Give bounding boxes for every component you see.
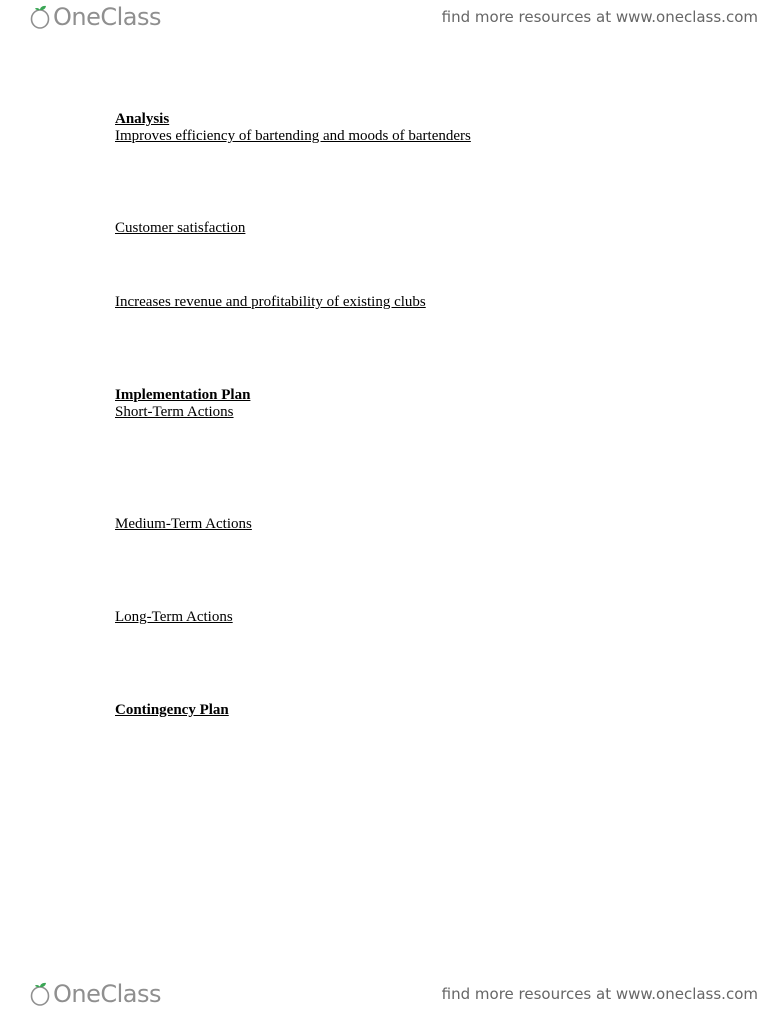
leaf-icon <box>30 5 52 29</box>
footer-tagline[interactable]: find more resources at www.oneclass.com <box>441 985 758 1003</box>
leaf-icon <box>30 982 52 1006</box>
medium-term-actions: Medium-Term Actions <box>115 516 252 532</box>
brand-name: OneClass <box>53 980 162 1008</box>
short-term-actions: Short-Term Actions <box>115 404 234 420</box>
implementation-plan-heading: Implementation Plan <box>115 387 251 403</box>
brand-name: OneClass <box>53 3 162 31</box>
header-tagline[interactable]: find more resources at www.oneclass.com <box>441 8 758 26</box>
header-brand-logo <box>30 2 161 32</box>
analysis-point-revenue: Increases revenue and profitability of existing clubs <box>115 294 426 310</box>
analysis-heading: Analysis <box>115 111 170 127</box>
analysis-point-efficiency: Improves efficiency of bartending and moods of bartenders <box>115 128 471 144</box>
analysis-point-customer-satisfaction: Customer satisfaction <box>115 220 246 236</box>
contingency-plan-heading: Contingency Plan <box>115 702 229 718</box>
footer-brand-logo <box>30 979 161 1009</box>
long-term-actions: Long-Term Actions <box>115 609 233 625</box>
